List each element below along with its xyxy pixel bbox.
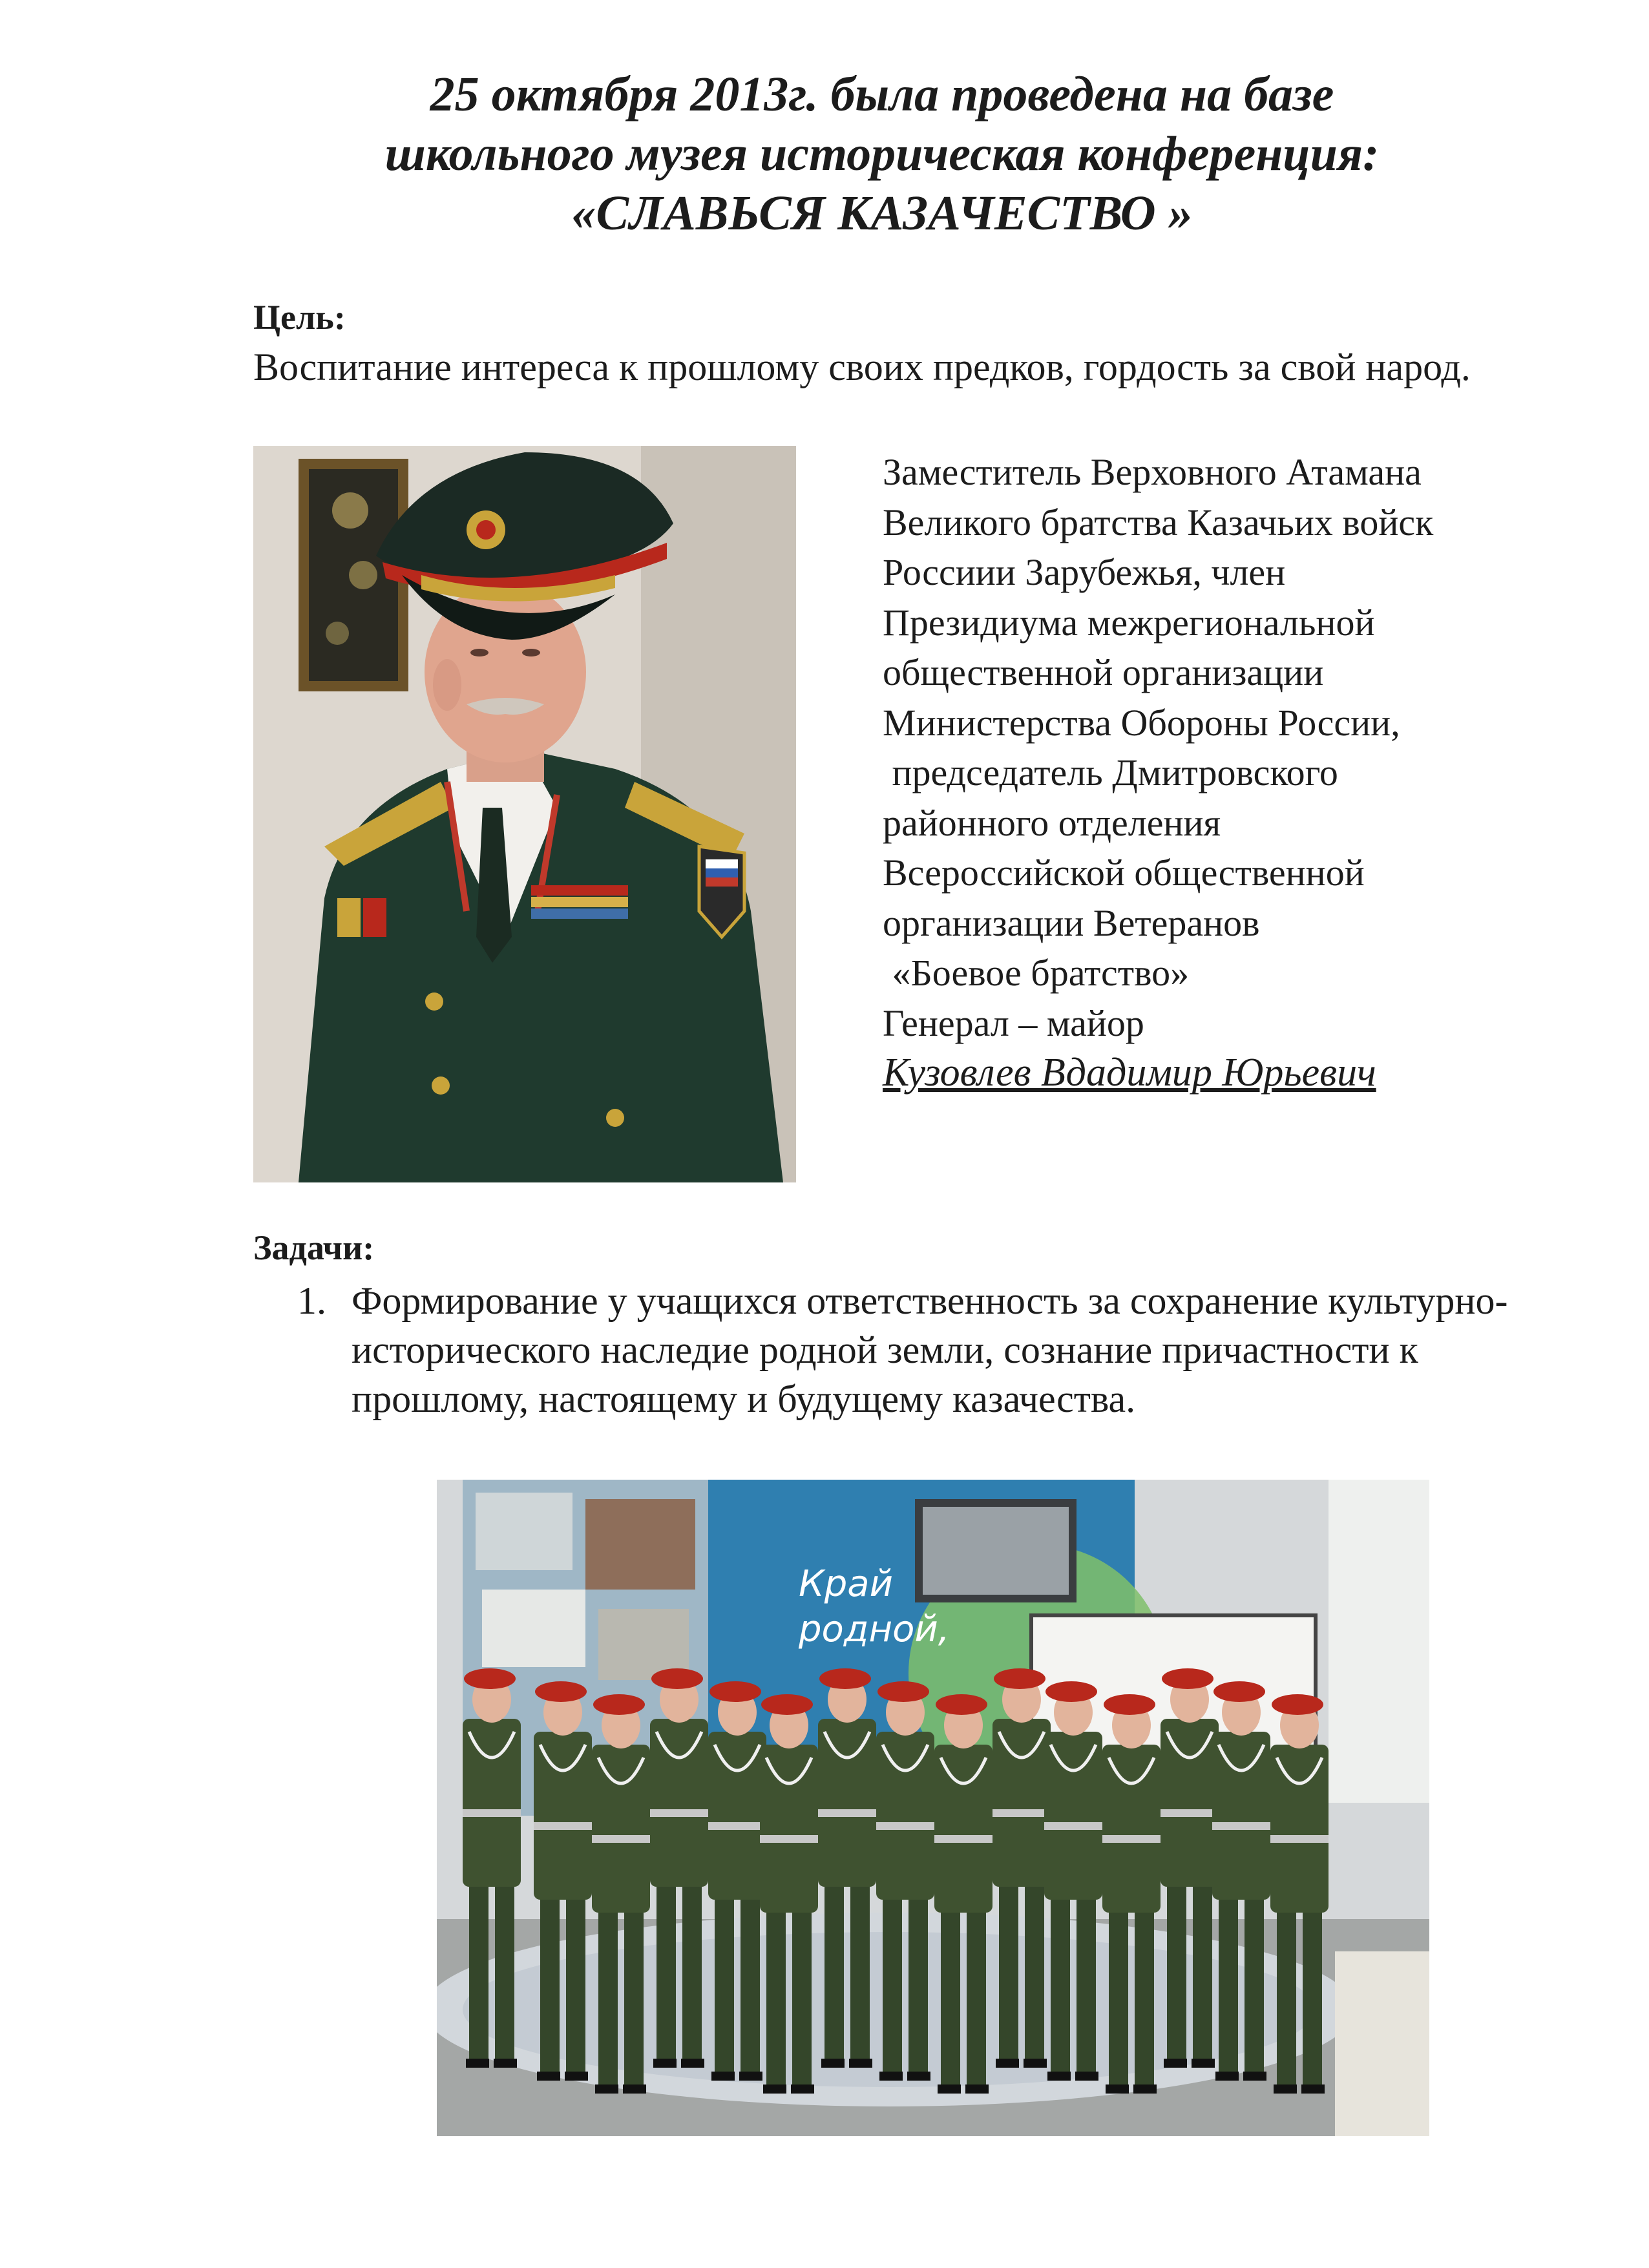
bio-line: Министерства Обороны России,	[883, 701, 1400, 744]
bio-name: Кузовлев Вдадимир Юрьевич	[883, 1051, 1376, 1095]
bio-line: Всероссийской общественной	[883, 852, 1365, 894]
bio-line: Генерал – майор	[883, 1002, 1144, 1044]
bio-line: Россиии Зарубежья, член	[883, 551, 1286, 593]
task-number: 1.	[297, 1279, 326, 1322]
goal-heading: Цель:	[253, 298, 346, 337]
title-line: 25 октября 2013г. была проведена на базе	[430, 67, 1334, 121]
banner-text: родной,	[799, 1608, 950, 1650]
goal-text: Воспитание интереса к прошлому своих предков, гордость за свой народ.	[253, 346, 1471, 388]
bio-line: организации Ветеранов	[883, 901, 1260, 944]
page-title	[194, 65, 1570, 243]
bio-block	[883, 447, 1593, 1098]
general-portrait-illustration	[253, 446, 796, 1182]
general-portrait-photo	[253, 446, 796, 1182]
tasks-heading: Задачи:	[253, 1228, 375, 1267]
title-line: «СЛАВЬСЯ КАЗАЧЕСТВО »	[571, 186, 1193, 240]
cadets-group-illustration	[437, 1480, 1429, 2136]
bio-line: общественной организации	[883, 651, 1324, 693]
task-text: Формирование у учащихся ответственность за сохранение культурно-исторического наследие родной земли, сознание причастности к прошлому, настоящему и будущему казачества.	[352, 1279, 1508, 1420]
bio-line: Великого братства Казачьих войск	[883, 501, 1434, 543]
bio-line: председатель Дмитровского	[883, 751, 1338, 793]
bio-line: районного отделения	[883, 801, 1221, 844]
cadets-group-photo	[437, 1480, 1429, 2136]
banner-text: Край	[799, 1563, 894, 1605]
task-item	[297, 1276, 1557, 1423]
tasks-list	[297, 1276, 1557, 1423]
bio-line: Президиума межрегиональной	[883, 601, 1375, 644]
title-line: школьного музея историческая конференция:	[384, 127, 1380, 181]
bio-line: Заместитель Верховного Атамана	[883, 451, 1422, 493]
bio-line: «Боевое братство»	[883, 952, 1190, 994]
